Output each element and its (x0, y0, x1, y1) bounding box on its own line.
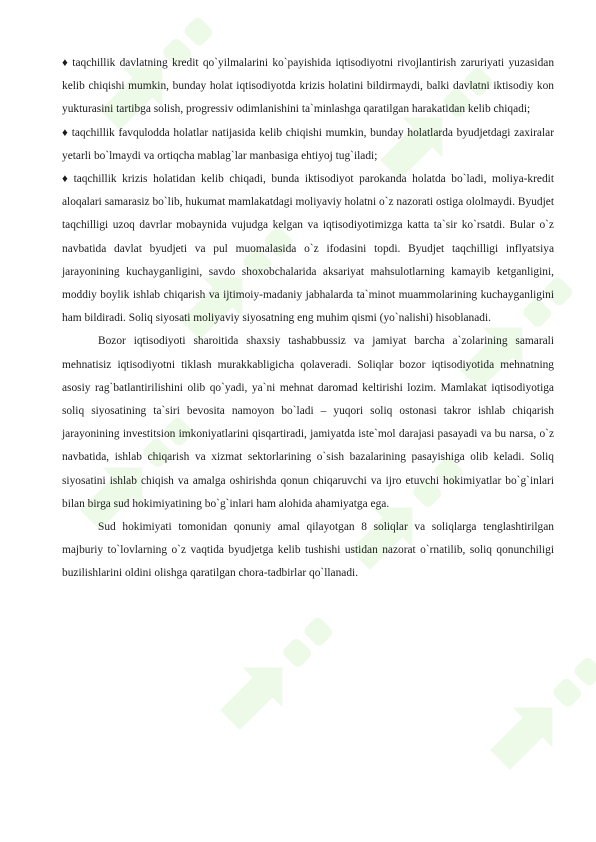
paragraph-5 (62, 516, 554, 586)
watermark-mark (210, 604, 346, 740)
paragraph-text: taqchillik favqulodda holatlar natijasida kelib chiqishi mumkin, bunday holatlarda byudjetdagi zaxiralar yetarli bo`lmaydi va ortiqcha mablag`lar manbasiga ehtiyoj tug`iladi; (62, 126, 555, 162)
paragraph-text: Sud hokimiyati tomonidan qonuniy amal qilayotgan 8 soliqlar va soliqlarga tenglashtirilgan majburiy to`lovlarning o`z vaqtida byudjetga kelib tushishi ustidan nazorat o`rnatilib, soliq qonunchiligi buzilishlarini oldini olishga qaratilgan chora-tadbirlar qo`llanadi. (62, 521, 554, 580)
paragraph-text: Bozor iqtisodiyoti sharoitida shaxsiy tashabbussiz va jamiyat barcha a`zolarining samarali mehnatisiz iqtisodiyotni tiklash murakkabligicha qolaveradi. Soliqlar bozor iqtisodiyotida mehnatning asosiy rag`batlantirilishini olib qo`yadi, ya`ni mehnat daromad keltirishi lozim. Mamlakat iqtisodiyotiga soliq siyosatining ta`siri bevosita namoyon bo`ladi – yuqori soliq ostonasi takror ishlab chiqarish jarayonining investitsion imkoniyatlarini qisqartiradi, jamiyatda iste`mol darajasi pasayadi va bu narsa, o`z navbatida, ishlab chiqarish va xizmat sektorlarining o`sish bazalarining pasayishiga olib keladi. Soliq siyosatini ishlab chiqish va amalga oshirishda qonun chiqaruvchi va ijro etuvchi hokimiyatlar bo`g`inlari bilan birga sud hokimiyatining bo`g`inlari ham alohida ahamiyatga ega. (62, 335, 554, 510)
paragraph-4 (62, 330, 554, 516)
paragraph-1 (62, 52, 554, 122)
bullet-icon: ♦ (62, 173, 71, 186)
paragraph-2 (62, 122, 554, 168)
bullet-icon: ♦ (62, 126, 69, 139)
document-body (62, 52, 554, 586)
watermark-mark (480, 644, 596, 780)
bullet-icon: ♦ (62, 57, 70, 69)
paragraph-3 (62, 168, 554, 330)
paragraph-text: taqchillik davlatning kredit qo`yilmalarini ko`payishida iqtisodiyotni rivojlantirish zaruriyati yuzasidan kelib chiqishi mumkin, bunday holat iqtisodiyotda krizis holatini bildirmaydi, balki davlatni iktisodiy kon yukturasini tartibga solish, progressiv odimlanishini ta`minlashga qaratilgan harakatidan kelib chiqadi; (62, 57, 555, 116)
paragraph-text: taqchillik krizis holatidan kelib chiqadi, bunda iktisodiyot parokanda holatda bo`ladi, moliya-kredit aloqalari samarasiz bo`lib, hukumat mamlakatdagi moliyaviy holatni o`z nazorati ostiga ololmaydi. Byudjet taqchilligi uzoq davrlar mobaynida vujudga kelgan va iqtisodiyotimizga katta ta`sir ko`rsatdi. Bular o`z navbatida davlat byudjeti va pul muomalasida o`z ifodasini topdi. Byudjet taqchilligi inflyatsiya jarayonining kuchayganligini, savdo shoxobchalarida aksariyat mahsulotlarning kamayib ketganligini, moddiy boylik ishlab chiqarish va ijtimoiy-madaniy jabhalarda ta`minot muammolarining kuchayganligini ham bildiradi. Soliq siyosati moliyaviy siyosatning eng muhim qismi (yo`nalishi) hisoblanadi. (62, 173, 555, 325)
